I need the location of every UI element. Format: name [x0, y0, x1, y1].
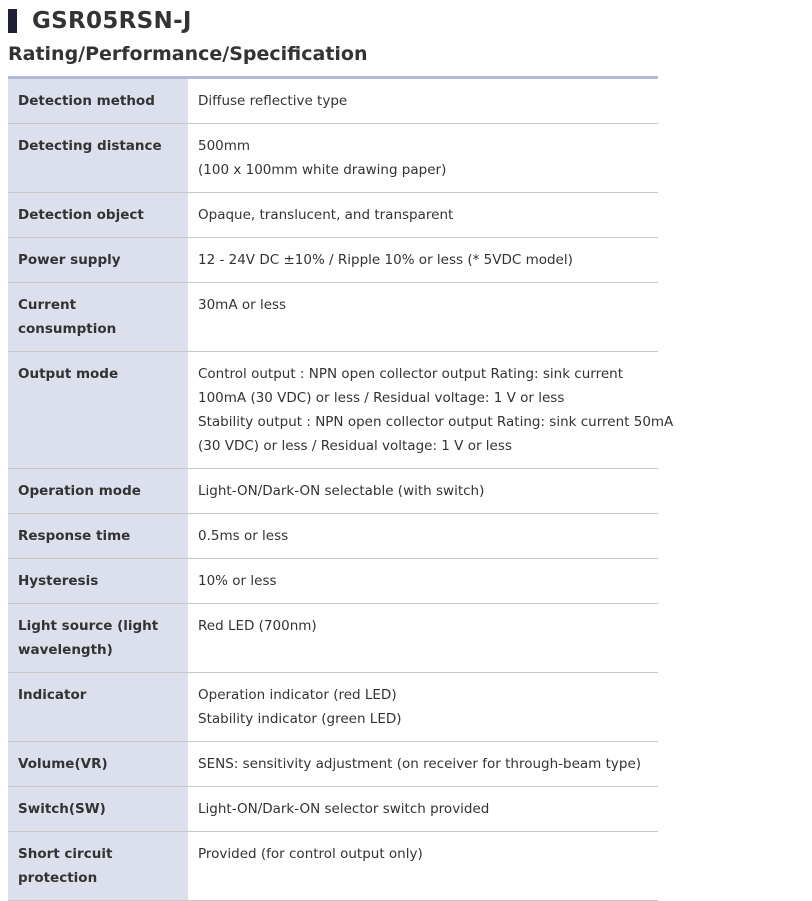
spec-value: [188, 124, 658, 193]
spec-label: Detection method: [8, 78, 188, 124]
spec-label: Output mode: [8, 352, 188, 469]
spec-value: [188, 787, 658, 832]
spec-value-line: Stability output : NPN open collector output Rating: sink current 50mA: [198, 414, 674, 430]
spec-label: Response time: [8, 514, 188, 559]
spec-label: Light source (light wavelength): [8, 604, 188, 673]
table-row: [8, 469, 658, 514]
section-heading: Rating/Performance/Specification: [8, 43, 368, 65]
spec-value-line: SENS: sensitivity adjustment (on receiver for through-beam type): [198, 756, 642, 772]
table-row: [8, 193, 658, 238]
table-row: [8, 742, 658, 787]
table-row: [8, 673, 658, 742]
spec-value-line: 500mm: [198, 138, 251, 154]
spec-value: [188, 193, 658, 238]
spec-table-body: [8, 78, 674, 901]
spec-value: [188, 742, 658, 787]
spec-label: Operation mode: [8, 469, 188, 514]
spec-value: [188, 514, 658, 559]
table-row: [8, 352, 658, 469]
spec-value: [188, 832, 658, 901]
spec-value-line: 100mA (30 VDC) or less / Residual voltage: 1 V or less: [198, 390, 565, 406]
spec-value-line: Control output : NPN open collector output Rating: sink current: [198, 366, 623, 382]
spec-value: [188, 283, 658, 352]
spec-label: Short circuit protection: [8, 832, 188, 901]
spec-label: Volume(VR): [8, 742, 188, 787]
spec-label: Indicator: [8, 673, 188, 742]
spec-value: [188, 469, 658, 514]
table-row: [8, 787, 658, 832]
table-row: [8, 604, 658, 673]
spec-value: [188, 559, 658, 604]
spec-label: Power supply: [8, 238, 188, 283]
spec-label: Detection object: [8, 193, 188, 238]
spec-value: [188, 238, 658, 283]
spec-value-line: Light-ON/Dark-ON selectable (with switch): [198, 483, 485, 499]
spec-value: [188, 352, 674, 469]
spec-value: [188, 78, 658, 124]
spec-value-line: (100 x 100mm white drawing paper): [198, 162, 447, 178]
table-row: [8, 124, 658, 193]
page-title: GSR05RSN-J: [32, 8, 192, 34]
spec-value-line: (30 VDC) or less / Residual voltage: 1 V or less: [198, 438, 512, 454]
spec-value-line: Diffuse reflective type: [198, 93, 348, 109]
spec-table: [8, 76, 674, 901]
spec-value-line: Stability indicator (green LED): [198, 711, 402, 727]
table-row: [8, 78, 658, 124]
table-row: [8, 559, 658, 604]
spec-value-line: Light-ON/Dark-ON selector switch provided: [198, 801, 490, 817]
spec-value-line: Operation indicator (red LED): [198, 687, 397, 703]
table-row: [8, 514, 658, 559]
page-title-block: [8, 8, 192, 34]
spec-label: Detecting distance: [8, 124, 188, 193]
spec-value-line: 0.5ms or less: [198, 528, 289, 544]
spec-label: Hysteresis: [8, 559, 188, 604]
table-row: [8, 283, 658, 352]
table-row: [8, 238, 658, 283]
spec-label: Current consumption: [8, 283, 188, 352]
spec-value-line: Opaque, translucent, and transparent: [198, 207, 454, 223]
spec-value-line: Red LED (700nm): [198, 618, 317, 634]
spec-value-line: Provided (for control output only): [198, 846, 423, 862]
spec-value-line: 30mA or less: [198, 297, 287, 313]
table-row: [8, 832, 658, 901]
spec-value: [188, 673, 658, 742]
spec-value-line: 12 - 24V DC ±10% / Ripple 10% or less (* 5VDC model): [198, 252, 573, 268]
spec-value-line: 10% or less: [198, 573, 277, 589]
spec-value: [188, 604, 658, 673]
title-accent-bar: [8, 9, 17, 33]
spec-label: Switch(SW): [8, 787, 188, 832]
